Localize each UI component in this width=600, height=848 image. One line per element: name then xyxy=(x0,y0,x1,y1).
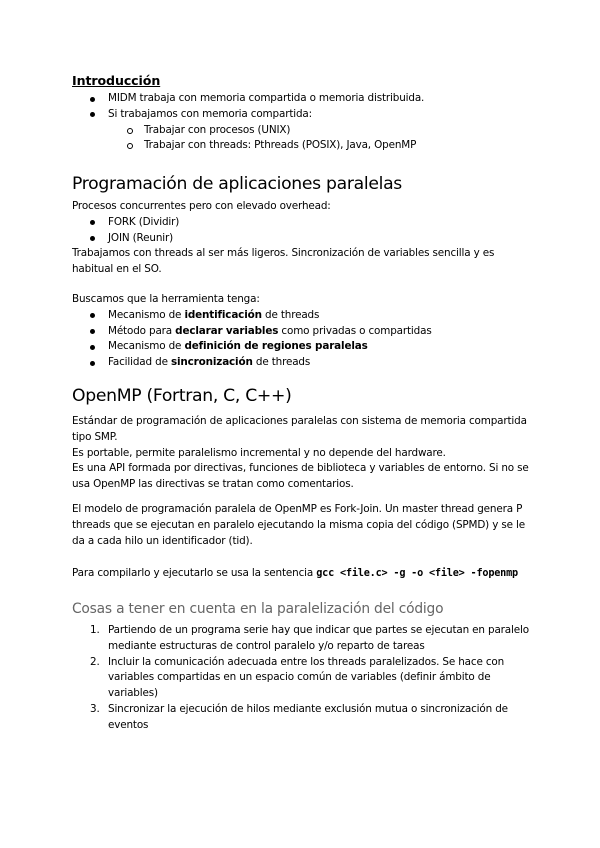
list-item: FORK (Dividir) xyxy=(72,215,532,231)
numbered-item: 2. Incluir la comunicación adecuada entre los threads paralelizados. Se hace con variables compartidas en un espacio común de variables (definir ámbito de variables) xyxy=(90,655,505,700)
list-item: JOIN (Reunir) xyxy=(72,231,532,247)
intro-heading: Introducción xyxy=(72,73,161,88)
paralelas-body xyxy=(72,199,532,278)
tool-list xyxy=(72,308,532,371)
intro-list xyxy=(72,91,532,154)
sub-list-item: Trabajar con procesos (UNIX) xyxy=(72,123,532,139)
paragraph: Buscamos que la herramienta tenga: xyxy=(72,293,260,305)
paragraph: Es portable, permite paralelismo incremental y no depende del hardware. xyxy=(72,446,446,459)
cosas-list xyxy=(72,623,532,734)
compile-line xyxy=(72,566,532,582)
list-item: Facilidad de sincronización de threads xyxy=(72,355,532,371)
sub-list-item: Trabajar con threads: Pthreads (POSIX), Java, OpenMP xyxy=(72,138,532,154)
numbered-item: 1. Partiendo de un programa serie hay que indicar que partes se ejecutan en paralelo mediante estructuras de control paralelo y/o reparto de tareas xyxy=(90,624,529,652)
list-item: Si trabajamos con memoria compartida: xyxy=(72,107,532,123)
openmp-body xyxy=(72,414,532,493)
paragraph: Trabajamos con threads al ser más ligeros. Sincronización de variables sencilla y es habitual en el SO. xyxy=(72,247,495,276)
paragraph: Es una API formada por directivas, funciones de biblioteca y variables de entorno. Si no se usa OpenMP las directivas se tratan como comentarios. xyxy=(72,462,529,491)
paragraph: Procesos concurrentes pero con elevado overhead: xyxy=(72,200,331,212)
numbered-item: 3. Sincronizar la ejecución de hilos mediante exclusión mutua o sincronización de eventos xyxy=(90,702,508,731)
paragraph: Estándar de programación de aplicaciones paralelas con sistema de memoria compartida tipo SMP. xyxy=(72,415,527,443)
list-item: Método para declarar variables como privadas o compartidas xyxy=(72,324,532,340)
compile-lead: Para compilarlo y ejecutarlo se usa la sentencia xyxy=(72,567,317,579)
list-item: Mecanismo de definición de regiones paralelas xyxy=(72,339,532,355)
section-heading-openmp: OpenMP (Fortran, C, C++) xyxy=(72,386,292,406)
section-heading-cosas: Cosas a tener en cuenta en la paralelización del código xyxy=(72,601,444,617)
section-heading-paralelas: Programación de aplicaciones paralelas xyxy=(72,174,402,194)
compile-command: gcc <file.c> -g -o <file> -fopenmp xyxy=(316,568,518,579)
tool-requirements xyxy=(72,292,532,371)
list-item: Mecanismo de identificación de threads xyxy=(72,308,532,324)
fork-join-list xyxy=(72,215,532,247)
paragraph: El modelo de programación paralela de OpenMP es Fork-Join. Un master thread genera P threads que se ejecutan en paralelo ejecutando la misma copia del código (SPMD) y se le da a cada hilo un identificador (tid). xyxy=(72,503,526,547)
openmp-model xyxy=(72,502,532,549)
list-item: MIDM trabaja con memoria compartida o memoria distribuida. xyxy=(72,91,532,107)
